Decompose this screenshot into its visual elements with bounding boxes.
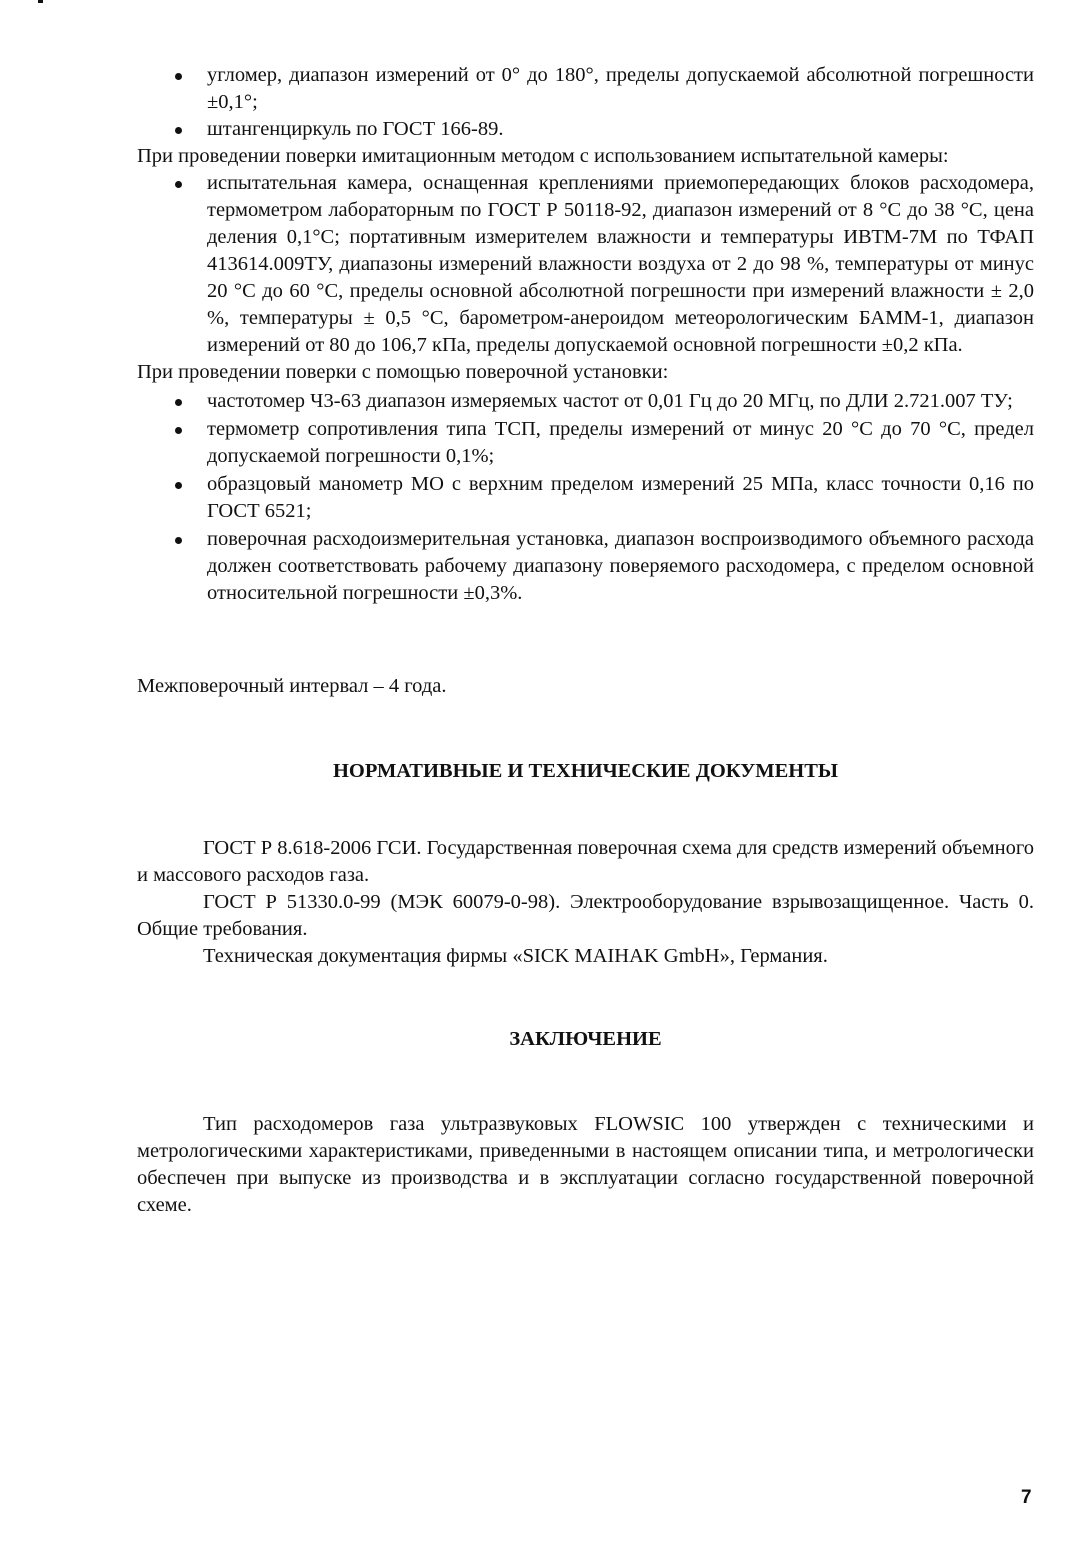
document-page (137, 62, 1034, 1219)
bullet-icon (175, 537, 182, 544)
list-item-text: штангенциркуль по ГОСТ 166-89. (207, 118, 504, 140)
list-item (137, 526, 1034, 607)
list-item-text: поверочная расходоизмерительная установка, диапазон воспроизводимого объемного расхода должен соответствовать рабочему диапазону поверяемого расходомера, с пределом основной относительной погрешности ±0,3%. (207, 528, 1034, 604)
installation-method-intro: При проведении поверки с помощью поверочной установки: (137, 361, 669, 383)
list-item (137, 170, 1034, 359)
instruments-list-installation (137, 388, 1034, 607)
bullet-icon (175, 427, 182, 434)
list-item (137, 388, 1034, 415)
bullet-icon (175, 181, 182, 188)
verification-interval: Межповерочный интервал – 4 года. (137, 675, 447, 697)
list-item-text: термометр сопротивления типа ТСП, пределы измерений от минус 20 °С до 70 °С, предел допускаемой погрешности 0,1%; (207, 418, 1034, 467)
list-item-text: частотомер Ч3-63 диапазон измеряемых частот от 0,01 Гц до 20 МГц, по ДЛИ 2.721.007 ТУ; (207, 390, 1013, 412)
bullet-icon (175, 399, 182, 406)
list-item (137, 116, 1034, 143)
conclusion-block (137, 1111, 1034, 1219)
list-item-text: испытательная камера, оснащенная креплениями приемопередающих блоков расходомера, термометром лабораторным по ГОСТ Р 50118-92, диапазон измерений от 8 °С до 38 °С, цена деления 0,1°С; портативным измерителем влажности и температуры ИВТМ-7М по ТФАП 413614.009ТУ, диапазоны измерений влажности воздуха от 2 до 98 %, температуры от минус 20 °С до 60 °С, пределы основной абсолютной погрешности при измерений влажности ± 2,0 %, температуры ± 0,5 °С, барометром-анероидом метеорологическим БАММ-1, диапазон измерений от 80 до 106,7 кПа, пределы допускаемой основной погрешности ±0,2 кПа. (207, 172, 1034, 356)
list-item-text: угломер, диапазон измерений от 0° до 180°, пределы допускаемой абсолютной погрешности ±0,1°; (207, 64, 1034, 113)
section-heading-conclusion: ЗАКЛЮЧЕНИЕ (509, 1028, 662, 1050)
scan-artifact (38, 0, 43, 3)
normative-document: ГОСТ Р 8.618-2006 ГСИ. Государственная поверочная схема для средств измерений объемного и массового расходов газа. (137, 837, 1034, 886)
normative-document: Техническая документация фирмы «SICK MAIHAK GmbH», Германия. (203, 945, 828, 967)
instruments-list-basic (137, 62, 1034, 143)
bullet-icon (175, 73, 182, 80)
normative-document: ГОСТ Р 51330.0-99 (МЭК 60079-0-98). Электрооборудование взрывозащищенное. Часть 0. Общие требования. (137, 891, 1034, 940)
imitation-method-intro: При проведении поверки имитационным методом с использованием испытательной камеры: (137, 145, 949, 167)
list-item-text: образцовый манометр МО с верхним пределом измерений 25 МПа, класс точности 0,16 по ГОСТ 6521; (207, 473, 1034, 522)
list-item (137, 471, 1034, 525)
normative-documents-list (137, 835, 1034, 970)
bullet-icon (175, 127, 182, 134)
page-number: 7 (1021, 1487, 1032, 1508)
section-heading-normative: НОРМАТИВНЫЕ И ТЕХНИЧЕСКИЕ ДОКУМЕНТЫ (332, 760, 839, 782)
list-item (137, 416, 1034, 470)
list-item (137, 62, 1034, 116)
conclusion-text: Тип расходомеров газа ультразвуковых FLOWSIC 100 утвержден с техническими и метрологическими характеристиками, приведенными в настоящем описании типа, и метрологически обеспечен при выпуске из производства и в эксплуатации согласно государственной поверочной схеме. (137, 1113, 1034, 1216)
instruments-list-imitation (137, 170, 1034, 359)
bullet-icon (175, 482, 182, 489)
